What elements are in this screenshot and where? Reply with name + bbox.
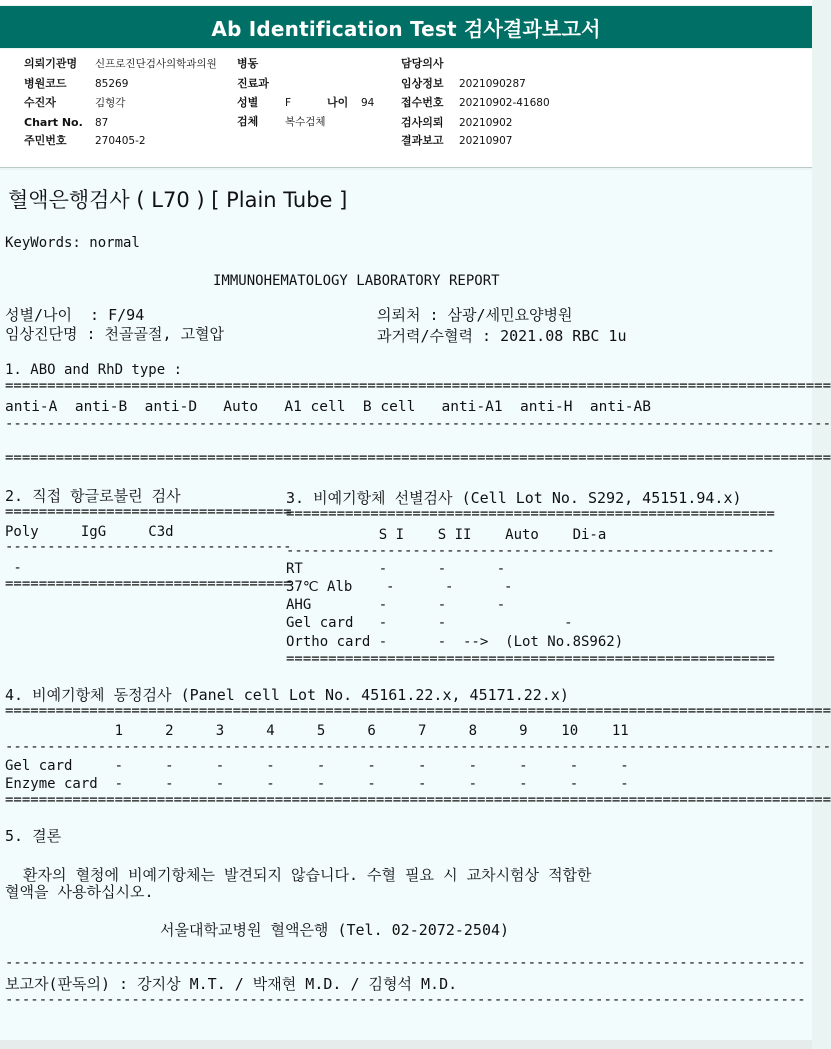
section3-row: Ortho card - - --> (Lot No.8S962) <box>286 634 624 650</box>
sex-value: F <box>285 97 292 109</box>
section3-row: RT - - - <box>286 561 506 577</box>
chart-no-label: Chart No. <box>24 116 83 129</box>
reporter-line: 보고자(판독의) : 강지상 M.T. / 박재현 M.D. / 김형석 M.D. <box>5 975 458 993</box>
report-title: Ab Identification Test 검사결과보고서 <box>211 16 601 41</box>
section4-row: Enzyme card - - - - - - - - - - - <box>5 776 629 792</box>
rule: ================================== <box>5 576 292 592</box>
section1-title: 1. ABO and RhD type : <box>5 362 183 378</box>
institution-value: 신프로진단검사의학과의원 <box>95 58 217 70</box>
rule: ================================== <box>5 504 292 520</box>
clinical-info-value: 2021090287 <box>459 78 526 90</box>
conclusion-line1: 환자의 혈청에 비예기항체는 발견되지 않습니다. 수혈 필요 시 교차시험상 적합한 <box>5 866 592 884</box>
rule: ========================================================== <box>286 651 775 667</box>
diagnosis-line: 임상진단명 : 천골골절, 고혈압 <box>5 325 225 343</box>
section2-title: 2. 직접 항글로불린 검사 <box>5 487 181 505</box>
age-value: 94 <box>361 97 375 109</box>
sex-age-line: 성별/나이 : F/94 <box>5 306 145 324</box>
section3-row: 37℃ Alb - - - <box>286 579 513 595</box>
patient-info-panel <box>0 49 812 168</box>
conclusion-line2: 혈액을 사용하십시오. <box>5 883 154 901</box>
bottom-band <box>0 1040 812 1049</box>
section3-header: S I S II Auto Di-a <box>286 527 607 543</box>
specimen-label: 검체 <box>237 115 259 128</box>
section5-title: 5. 결론 <box>5 827 62 845</box>
section4-header: 1 2 3 4 5 6 7 8 9 10 11 <box>5 723 629 739</box>
specimen-value: 복수검체 <box>285 116 326 128</box>
rule: ================================================================================================== <box>5 450 831 466</box>
rule: -------------------------------------------------------------------------------------------------- <box>5 739 831 755</box>
rule: ================================================================================================== <box>5 703 831 719</box>
rule: ----------------------------------------------------------------------------------------------- <box>5 992 806 1008</box>
rule: ========================================================== <box>286 506 775 522</box>
accession-label: 접수번호 <box>401 96 444 109</box>
resident-no-value: 270405-2 <box>95 135 146 147</box>
age-label: 나이 <box>327 96 349 109</box>
test-heading: 혈액은행검사 ( L70 ) [ Plain Tube ] <box>8 188 348 212</box>
department-label: 진료과 <box>237 77 269 90</box>
history-line: 과거력/수혈력 : 2021.08 RBC 1u <box>377 327 627 345</box>
ward-label: 병동 <box>237 57 259 70</box>
hospital-contact: 서울대학교병원 혈액은행 (Tel. 02-2072-2504) <box>160 921 510 939</box>
patient-value: 김형각 <box>95 97 126 109</box>
section4-row: Gel card - - - - - - - - - - - <box>5 758 629 774</box>
accession-value: 20210902-41680 <box>459 97 550 109</box>
lab-report-title: IMMUNOHEMATOLOGY LABORATORY REPORT <box>213 273 500 289</box>
report-title-bar <box>0 6 812 48</box>
section3-row: AHG - - - <box>286 597 506 613</box>
patient-label: 수진자 <box>24 96 56 109</box>
section2-columns: Poly IgG C3d <box>5 524 174 540</box>
rule: ---------------------------------- <box>5 539 292 555</box>
section3-title: 3. 비예기항체 선별검사 (Cell Lot No. S292, 45151.94.x) <box>286 489 742 507</box>
request-date-value: 20210902 <box>459 117 513 129</box>
rule: ================================================================================================== <box>5 792 831 808</box>
rule: ================================================================================================== <box>5 378 831 394</box>
hospital-code-value: 85269 <box>95 78 129 90</box>
rule: ---------------------------------------------------------- <box>286 543 775 559</box>
keywords: KeyWords: normal <box>5 235 140 251</box>
report-date-value: 20210907 <box>459 135 513 147</box>
chart-no-value: 87 <box>95 117 109 129</box>
rule: -------------------------------------------------------------------------------------------------- <box>5 416 831 432</box>
section4-title: 4. 비예기항체 동정검사 (Panel cell Lot No. 45161.22.x, 45171.22.x) <box>5 686 569 704</box>
institution-label: 의뢰기관명 <box>24 57 78 70</box>
request-date-label: 검사의뢰 <box>401 116 444 129</box>
clinical-info-label: 임상정보 <box>401 77 444 90</box>
section2-value: - <box>5 560 22 576</box>
resident-no-label: 주민번호 <box>24 134 67 147</box>
hospital-code-label: 병원코드 <box>24 77 67 90</box>
sex-label: 성별 <box>237 96 259 109</box>
section1-columns: anti-A anti-B anti-D Auto A1 cell B cell anti-A1 anti-H anti-AB <box>5 399 652 415</box>
rule: ----------------------------------------------------------------------------------------------- <box>5 955 806 971</box>
doctor-label: 담당의사 <box>401 57 444 70</box>
report-date-label: 결과보고 <box>401 134 444 147</box>
top-border <box>0 0 812 5</box>
section3-row: Gel card - - - <box>286 615 573 631</box>
requester-line: 의뢰처 : 삼광/세민요양병원 <box>377 306 573 324</box>
